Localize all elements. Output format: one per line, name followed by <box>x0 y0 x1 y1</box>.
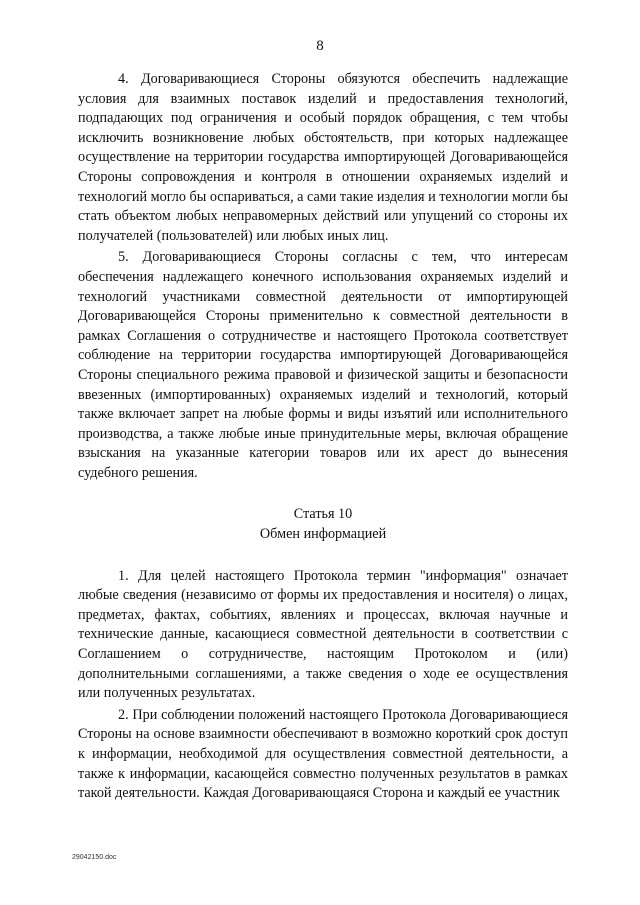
article-number: Статья 10 <box>293 506 353 523</box>
article-title: Обмен информацией <box>259 526 387 543</box>
page-number: 8 <box>316 38 324 54</box>
document-body <box>78 70 568 804</box>
footer-filename: 29042150.doc <box>72 854 117 861</box>
paragraph-article10-1: 1. Для целей настоящего Протокола термин "информация" означает любые сведения (независимо от формы их предоставления и носителя) о лицах, предметах, фактах, событиях, явлениях и процессах, включая научные и технические данные, касающиеся совместной деятельности в соответствии с Соглашением о сотрудничестве, настоящим Протоколом и (или) дополнительными соглашениями, а также сведения о ходе ее осуществления или полученных результатах. <box>78 567 568 702</box>
paragraph-4: 4. Договаривающиеся Стороны обязуются обеспечить надлежащие условия для взаимных поставок изделий и предоставления технологий, подпадающих под ограничения и особый порядок обращения, с тем чтобы исключить возникновение любых обстоятельств, при которых надлежащее осуществление на территории государства импортирующей Договаривающейся Стороны сопровождения и контроля в отношении охраняемых изделий и технологий могло бы оспариваться, а сами такие изделия и технологии могли бы стать объектом любых неправомерных действий или упущений со стороны их получателей (пользователей) или любых иных лиц. <box>78 71 569 244</box>
paragraph-5: 5. Договаривающиеся Стороны согласны с тем, что интересам обеспечения надлежащего конечного использования охраняемых изделий и технологий участниками совместной деятельности от импортирующей Договаривающейся Стороны применительно к совместной деятельности в рамках Соглашения о сотрудничестве и настоящего Протокола соответствует соблюдение на территории государства импортирующей Договаривающейся Стороны специального режима правовой и физической защиты и безопасности ввезенных (импортированных) охраняемых изделий и технологий, который также включает запрет на любые формы и виды изъятий или исполнительного производства, а также любые иные принудительные меры, включая обращение взыскания на указанные категории товаров или их арест до вынесения судебного решения. <box>78 249 568 481</box>
article-heading <box>78 505 568 544</box>
paragraph-article10-2: 2. При соблюдении положений настоящего Протокола Договаривающиеся Стороны на основе взаимности обеспечивают в возможно короткий срок доступ к информации, необходимой для осуществления совместной деятельности, а также к информации, касающейся совместно полученных результатов в рамках такой деятельности. Каждая Договаривающаяся Сторона и каждый ее участник <box>78 706 568 802</box>
